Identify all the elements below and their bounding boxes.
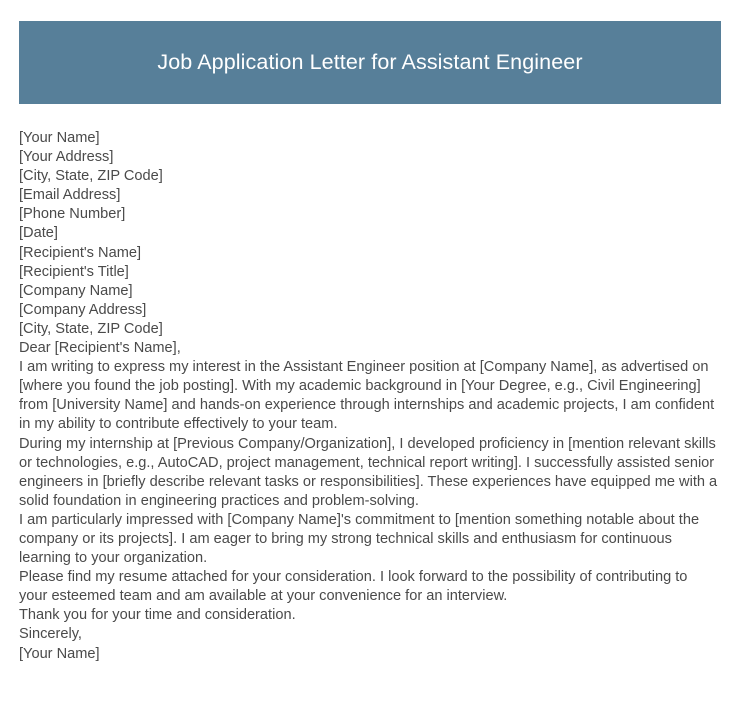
letter-paragraph-experience: During my internship at [Previous Company/Organization], I developed proficiency in [mention relevant skills or technologies, e.g., AutoCAD, project management, technical report writing]. I successfully assisted senior engineers in [briefly describe relevant tasks or responsibilities]. These experiences have equipped me with a solid foundation in engineering practices and problem-solving. xyxy=(19,435,718,509)
letter-line-signoff: Sincerely, xyxy=(19,626,82,643)
letter-line-company-address: [Company Address] xyxy=(19,301,147,318)
letter-line-company-city-state: [City, State, ZIP Code] xyxy=(19,320,163,337)
letter-line-sender-phone: [Phone Number] xyxy=(19,206,126,223)
letter-paragraph-motivation: I am particularly impressed with [Company Name]'s commitment to [mention something notable about the company or its projects]. I am eager to bring my strong technical skills and enthusiasm for continuous learning to your organization. xyxy=(19,511,700,567)
letter-line-salutation: Dear [Recipient's Name], xyxy=(19,340,181,357)
letter-line-recipient-title: [Recipient's Title] xyxy=(19,263,129,280)
letter-line-date: [Date] xyxy=(19,225,58,242)
letter-paragraph-intro: I am writing to express my interest in the Assistant Engineer position at [Company Name], as advertised on [where you found the job posting]. With my academic background in [Your Degree, e.g., Civil Engineering] from [University Name] and hands-on experience through internships and academic projects, I am confident in my ability to contribute effectively to your team. xyxy=(19,359,715,433)
letter-line-recipient-name: [Recipient's Name] xyxy=(19,244,142,261)
letter-line-sender-city-state: [City, State, ZIP Code] xyxy=(19,168,163,185)
letter-body xyxy=(19,129,719,664)
letter-line-company-name: [Company Name] xyxy=(19,282,133,299)
letter-paragraph-closing: Please find my resume attached for your consideration. I look forward to the possibility of contributing to your esteemed team and am available at your convenience for an interview. xyxy=(19,569,688,605)
letter-line-signature-name: [Your Name] xyxy=(19,645,100,662)
letter-line-sender-address: [Your Address] xyxy=(19,149,114,166)
document-header-banner xyxy=(19,21,721,104)
letter-line-sender-name: [Your Name] xyxy=(19,130,100,146)
letter-line-thanks: Thank you for your time and consideration. xyxy=(19,607,296,624)
letter-line-sender-email: [Email Address] xyxy=(19,187,121,204)
document-title: Job Application Letter for Assistant Engineer xyxy=(157,49,583,74)
